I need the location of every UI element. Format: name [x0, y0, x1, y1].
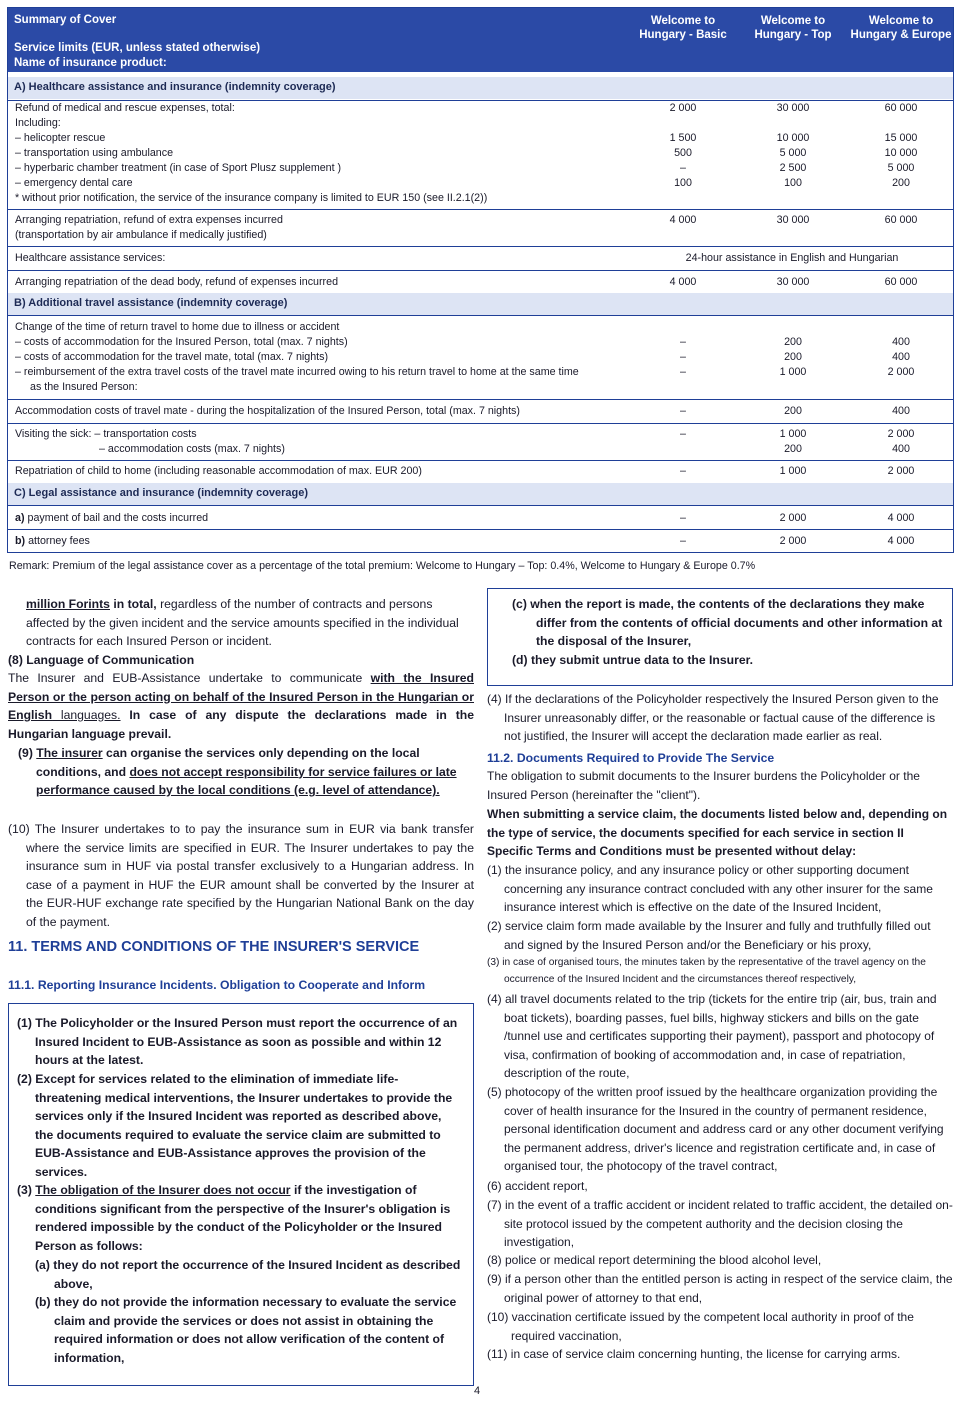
table-row-label: – hyperbaric chamber treatment (in case of Sport Plusz supplement ) — [15, 162, 342, 174]
paragraph-7-end: million Forints in total, regardless of the number of contracts and persons affected by the given incident and the service amounts specified in the individual contracts for each Insured Person or incident. — [26, 597, 459, 648]
table-row-label: Arranging repatriation, refund of extra expenses incurred — [15, 214, 283, 226]
obligation-3c: (c) when the report is made, the contents of the declarations they make differ from the contents of official documents and other information at the disposal of the Insurer, — [512, 597, 943, 648]
table-row-label: Change of the time of return travel to home due to illness or accident — [15, 321, 340, 333]
product-name-label: Name of insurance product: — [14, 57, 167, 69]
obligation-3a: (a) they do not report the occurrence of the Insured Incident as described above, — [35, 1258, 461, 1291]
doc-item-11: (11) in case of service claim concerning hunting, the license for carrying arms. — [487, 1347, 901, 1361]
obligation-1: (1) The Policyholder or the Insured Person must report the occurrence of an Insured Incident to EUB-Assistance as soon as possible and within 12 hours at the latest. — [17, 1016, 458, 1067]
table-row-label: a) payment of bail and the costs incurred — [15, 512, 209, 524]
table-row-label: Repatriation of child to home (including reasonable accommodation of max. EUR 200) — [15, 465, 422, 477]
table-row-label: Including: — [15, 117, 61, 129]
column-top: Welcome to Hungary - Top — [754, 15, 832, 41]
table-row-label: – costs of accommodation for the Insured Person, total (max. 7 nights) — [15, 336, 348, 348]
table-row-footnote: * without prior notification, the service of the insurance company is limited to EUR 150 (see II.2.1(2)) — [15, 192, 488, 204]
obligation-3b: (b) they do not provide the information necessary to evaluate the service claim and provide the services or does not assist in obtaining the required information or does not allow verification of the content of information, — [35, 1295, 457, 1365]
table-row-label: Arranging repatriation of the dead body, refund of expenses incurred — [15, 276, 339, 288]
table-row-label: – emergency dental care — [15, 177, 133, 189]
doc-item-8: (8) police or medical report determining the blood alcohol level, — [487, 1253, 822, 1267]
column-basic: Welcome to Hungary - Basic — [639, 15, 727, 41]
table-row-label: – reimbursement of the extra travel costs of the travel mate incurred owing to his return travel to home at the same time — [15, 366, 579, 378]
table-row-label: Refund of medical and rescue expenses, total: — [15, 102, 235, 114]
section-c-header: C) Legal assistance and insurance (indemnity coverage) — [8, 483, 953, 505]
paragraph-4: (4) If the declarations of the Policyholder respectively the Insured Person given to the Insurer unreasonably differ, or the reasonable or factual cause of the difference is not justified, the Insurer will accept the declaration made earlier as real. — [487, 692, 939, 743]
remark-text: Remark: Premium of the legal assistance cover as a percentage of the total premium: Welcome to Hungary – Top: 0.4%, Welcome to Hungary & Europe 0.7% — [9, 560, 756, 572]
table-row-label: – transportation using ambulance — [15, 147, 174, 159]
doc-item-9: (9) if a person other than the entitled person is acting in respect of the service claim, the original power of attorney to that end, — [487, 1272, 953, 1305]
table-row-label: – helicopter rescue — [15, 132, 106, 144]
section-11-1-heading: 11.1. Reporting Insurance Incidents. Obligation to Cooperate and Inform — [8, 978, 426, 992]
doc-item-2: (2) service claim form made available by the Insurer and fully and truthfully filled out and signed by the Insured Person and/or the Beneficiary or his proxy, — [487, 919, 931, 952]
doc-item-3: (3) in case of organised tours, the minutes taken by the representative of the travel agency on the occurrence of the Insured Incident and the circumstances thereof respectively, — [487, 957, 926, 985]
paragraph-10: (10) The Insurer undertakes to to pay the insurance sum in EUR via bank transfer where the service limits are specified in EUR. The Insurer undertakes to pay the insurance sum in HUF via postal transfer exclusively to a Hungarian address. In case of a payment in HUF the EUR amount shall be converted by the Insurer at the EUR-HUF exchange rate specified by the Hungarian National Bank on the day of the payment. — [8, 822, 474, 929]
summary-of-cover-table: Summary of Cover Service limits (EUR, unless stated otherwise) Name of insurance product: Welcome to Hungary - Basic Welcome to Hungary - Top Welcome to Hungary & Europe A) Healthcare assistance and insurance (indemnity coverage) Refund of medical and rescue expenses, total: 2 000 30 000 60 000 Including: – helicopter rescue 1 500 10 000 15 000 – transportation using ambulance 500 5 000 10 000 – hyperbaric chamber treatment (in case of Sport Plusz supplement ) – 2 500 5 000 – emergency dental care 100 100 200 * without prior notification, the service of the insurance company is limited to EUR 150 (see II.2.1(2)) Arranging repatriation, refund of extra expenses incurred 4 000 30 000 60 000 (transportation by air ambulance if medically justified) Healthcare assistance services: 24-hour assistance in English and Hungarian Arranging repatriation of the dead body, refund of expenses incurred 4 000 30 000 60 000 B) Additional travel assistance (indemnity coverage) Change of the time of return travel to home due to illness or accident – costs of accommodation for the Insured Person, total (max. 7 nights) – 200 400 – costs of accommodation for the travel mate, total (max. 7 nights) – 200 400 – reimbursement of the extra travel costs of the travel mate incurred owing to his return travel to home at the same time – 1 000 2 000 as the Insured Person: Accommodation costs of travel mate - during the hospitalization of the Insured Person, total (max. 7 nights) – 200 400 Visiting the sick: – transportation costs – 1 000 2 000 – accommodation costs (max. 7 nights) 200 400 Repatriation of child to home (including reasonable accommodation of max. EUR 200) – 1 000 2 000 C) Legal assistance and insurance (indemnity coverage) a) payment of bail and the costs incurred – 2 000 4 000 b) attorney fees – 2 000 4 000 — [7, 7, 954, 553]
obligations-box-cont — [487, 588, 953, 686]
obligation-3: (3) The obligation of the Insurer does not occur if the investigation of conditions significant from the perspective of the Insurer's obligation is rendered impossible by the conduct of the Policyholder or the Insured Person as follows: — [17, 1183, 451, 1253]
obligation-2: (2) Except for services related to the elimination of immediate life-threatening medical interventions, the Insurer undertakes to provide the services only if the Insured Incident was reported as described above, the documents required to evaluate the service claim are submitted to EUB-Assistance and EUB-Assistance approves the provision of the services. — [17, 1072, 453, 1179]
table-row-label: Visiting the sick: – transportation costs — [15, 428, 197, 440]
table-header — [8, 8, 953, 72]
section-a-header: A) Healthcare assistance and insurance (indemnity coverage) — [8, 77, 953, 99]
table-row-label: b) attorney fees — [15, 535, 90, 547]
table-title: Summary of Cover — [14, 14, 117, 26]
obligation-3d: (d) they submit untrue data to the Insurer. — [512, 653, 754, 667]
assistance-text: 24-hour assistance in English and Hungarian — [685, 252, 899, 264]
section-11-2-heading: 11.2. Documents Required to Provide The Service — [487, 751, 775, 765]
doc-item-4: (4) all travel documents related to the trip (tickets for the entire trip (air, bus, train and boat tickets), boarding passes, fuel bills, highway stickers and bills on the gate /tunnel use and certificates supporting their payment), passport and photocopy of visa, confirmation of booking of accommodation and, in case of repatriation, description of the route, — [487, 992, 937, 1080]
doc-item-5: (5) photocopy of the written proof issued by the healthcare organization providing the cover of health insurance for the Insured in the country of permanent residence, personal identification document and address card or any other document verifying the permanent address, driver's licence and registration certificate and, in case of organised tour, the photocopy of the travel contract, — [487, 1085, 944, 1173]
table-row-label: (transportation by air ambulance if medically justified) — [15, 229, 267, 241]
doc-item-6: (6) accident report, — [487, 1179, 588, 1193]
table-row-label: as the Insured Person: — [30, 381, 138, 393]
section-b-header: B) Additional travel assistance (indemnity coverage) — [8, 293, 953, 315]
obligations-box — [8, 1003, 474, 1386]
page-number: 4 — [474, 1385, 481, 1397]
table-row-label: – costs of accommodation for the travel mate, total (max. 7 nights) — [15, 351, 329, 363]
doc-item-1: (1) the insurance policy, and any insurance policy or other supporting document concerning any insurance contract concluded with any other insurer for the same insurance interest which is effective on the date of the Insured Incident, — [487, 863, 933, 914]
section-11-heading: 11. TERMS AND CONDITIONS OF THE INSURER'S SERVICE — [8, 939, 420, 955]
heading-language: (8) Language of Communication — [8, 653, 195, 667]
table-row-label: – accommodation costs (max. 7 nights) — [99, 443, 285, 455]
paragraph-9: (9) The insurer can organise the services only depending on the local conditions, and does not accept responsibility for service failures or late performance caused by the local conditions (e.g. level of attendance). — [18, 746, 457, 797]
doc-item-10: (10) vaccination certificate issued by the competent local authority in proof of the required vaccination, — [487, 1310, 914, 1343]
service-limits-label: Service limits (EUR, unless stated otherwise) — [14, 42, 261, 54]
table-row-label: Healthcare assistance services: — [15, 252, 166, 264]
paragraph-when-submitting: When submitting a service claim, the documents listed below and, depending on the type of service, the documents specified for each service in section II Specific Terms and Conditions must be presented without delay: — [487, 807, 948, 858]
paragraph-8: The Insurer and EUB-Assistance undertake to communicate with the Insured Person or the person acting on behalf of the Insured Person in the Hungarian or English languages. In case of any dispute the declarations made in the Hungarian language prevail. — [8, 671, 475, 741]
table-row-label: Accommodation costs of travel mate - during the hospitalization of the Insured Person, total (max. 7 nights) — [15, 405, 520, 417]
column-europe: Welcome to Hungary & Europe — [850, 15, 952, 41]
paragraph-obligation: The obligation to submit documents to the Insurer burdens the Policyholder or the Insured Person (hereinafter the "client"). — [487, 769, 920, 802]
doc-item-7: (7) in the event of a traffic accident or incident related to traffic accident, the detailed on-site protocol issued by the competent authority and the decision closing the investigation, — [487, 1198, 953, 1249]
